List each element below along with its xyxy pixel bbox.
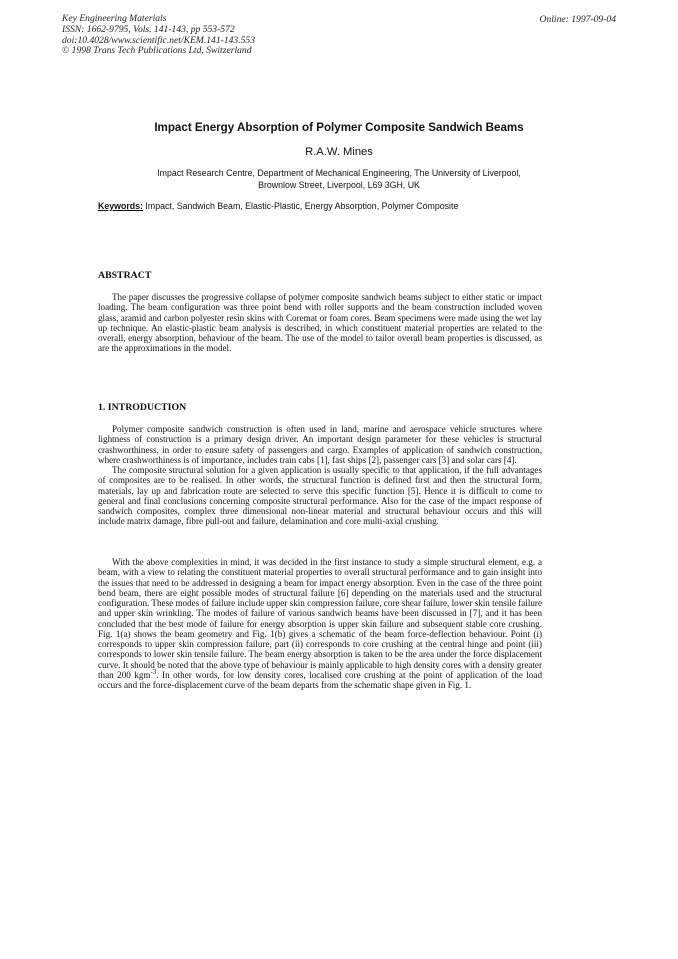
abstract-text: The paper discusses the progressive collapse of polymer composite sandwich beams subject to either static or impact loading. The beam configuration was three point bend with roller supports and the beam construction included woven glass, aramid and carbon polyester resin skins with Coremat or foam cores. Beam specimens were made using the wet lay up technique. An elastic-plastic beam analysis is described, in which constituent material properties are related to the overall, energy absorption, behaviour of the beam. The use of the model to tailor overall beam properties is discussed, as are the approximations in the model. bbox=[98, 292, 542, 354]
journal-copyright: © 1998 Trans Tech Publications Ltd, Switzerland bbox=[62, 45, 252, 57]
paper-title: Impact Energy Absorption of Polymer Composite Sandwich Beams bbox=[154, 121, 524, 134]
journal-citation bbox=[62, 14, 382, 57]
introduction-paragraph-3-part-a: With the above complexities in mind, it was decided in the first instance to study a simple structural element, e.g. a beam, with a view to relating the constituent material properties to overall structural performance and to gain insight into the issues that need to be addressed in designing a beam for impact energy absorption. Even in the case of the three point bend beam, there are eight possible modes of structural failure [6] depending on the materials used and the structural configuration. These modes of failure include upper skin compression failure, core shear failure, lower skin tensile failure and upper skin wrinkling. The modes of failure of various sandwich beams have been discussed in [7], and it has been concluded that the best mode of failure for energy absorption is upper skin failure and subsequent stable core crushing. Fig. 1(a) shows the beam geometry and Fig. 1(b) gives a schematic of the beam force-deflection behaviour. Point (i) corresponds to upper skin compression failure, part (ii) corresponds to core crushing at the central hinge and point (iii) corresponds to lower skin tensile failure. The beam energy absorption is taken to be the area under the force displacement curve. It should be noted that the above type of behaviour is mainly applicable to high density cores with a density greater than 200 kgm bbox=[98, 557, 542, 680]
affiliation-line-2: Brownlow Street, Liverpool, L69 3GH, UK bbox=[258, 179, 420, 190]
keywords bbox=[98, 201, 458, 211]
introduction-paragraph-1: Polymer composite sandwich construction is often used in land, marine and aerospace vehicle structures where lightness of construction is a primary design driver. An important design parameter for these vehicles is structural crashworthiness, in order to ensure safety of passengers and cargo. Examples of application of sandwich construction, where crashworthiness is of importance, includes train cabs [1], fast ships [2], passenger cars [3] and solar cars [4]. bbox=[98, 424, 542, 465]
paper-author: R.A.W. Mines bbox=[305, 146, 373, 158]
introduction-heading: 1. INTRODUCTION bbox=[98, 402, 187, 413]
keywords-label: Keywords: bbox=[98, 201, 143, 211]
keywords-text: Impact, Sandwich Beam, Elastic-Plastic, Energy Absorption, Polymer Composite bbox=[142, 201, 459, 211]
density-exponent: -3 bbox=[150, 667, 157, 676]
online-date: Online: 1997-09-04 bbox=[539, 14, 616, 25]
author-affiliation bbox=[60, 168, 618, 191]
journal-name: Key Engineering Materials bbox=[62, 13, 167, 24]
journal-doi: doi:10.4028/www.scientific.net/KEM.141-143.553 bbox=[62, 34, 256, 46]
introduction-paragraph-3-part-b: . In other words, for low density cores, localised core crushing at the point of application of the load occurs and the force-displacement curve of the beam departs from the schematic shape given in Fig. 1. bbox=[98, 669, 542, 690]
journal-issn: ISSN: 1662-9795, Vols. 141-143, pp 553-572 bbox=[62, 23, 235, 35]
affiliation-line-1: Impact Research Centre, Department of Mechanical Engineering, The University of Liverpool, bbox=[157, 168, 521, 178]
abstract-heading: ABSTRACT bbox=[98, 270, 152, 281]
introduction-paragraph-2: The composite structural solution for a given application is usually specific to that application, if the full advantages of composites are to be realised. In other words, the structural function is defined first and then the structural form, materials, lay up and fabrication route are selected to serve this specific function [5]. Hence it is difficult to come to general and final conclusions concerning composite structural performance. Also for the case of the impact response of sandwich composites, complex three dimensional non-linear material and structural behaviour occurs and this will include matrix damage, fibre pull-out and failure, delamination and core multi-axial crushing. bbox=[98, 465, 542, 527]
introduction-paragraph-3 bbox=[98, 557, 542, 690]
